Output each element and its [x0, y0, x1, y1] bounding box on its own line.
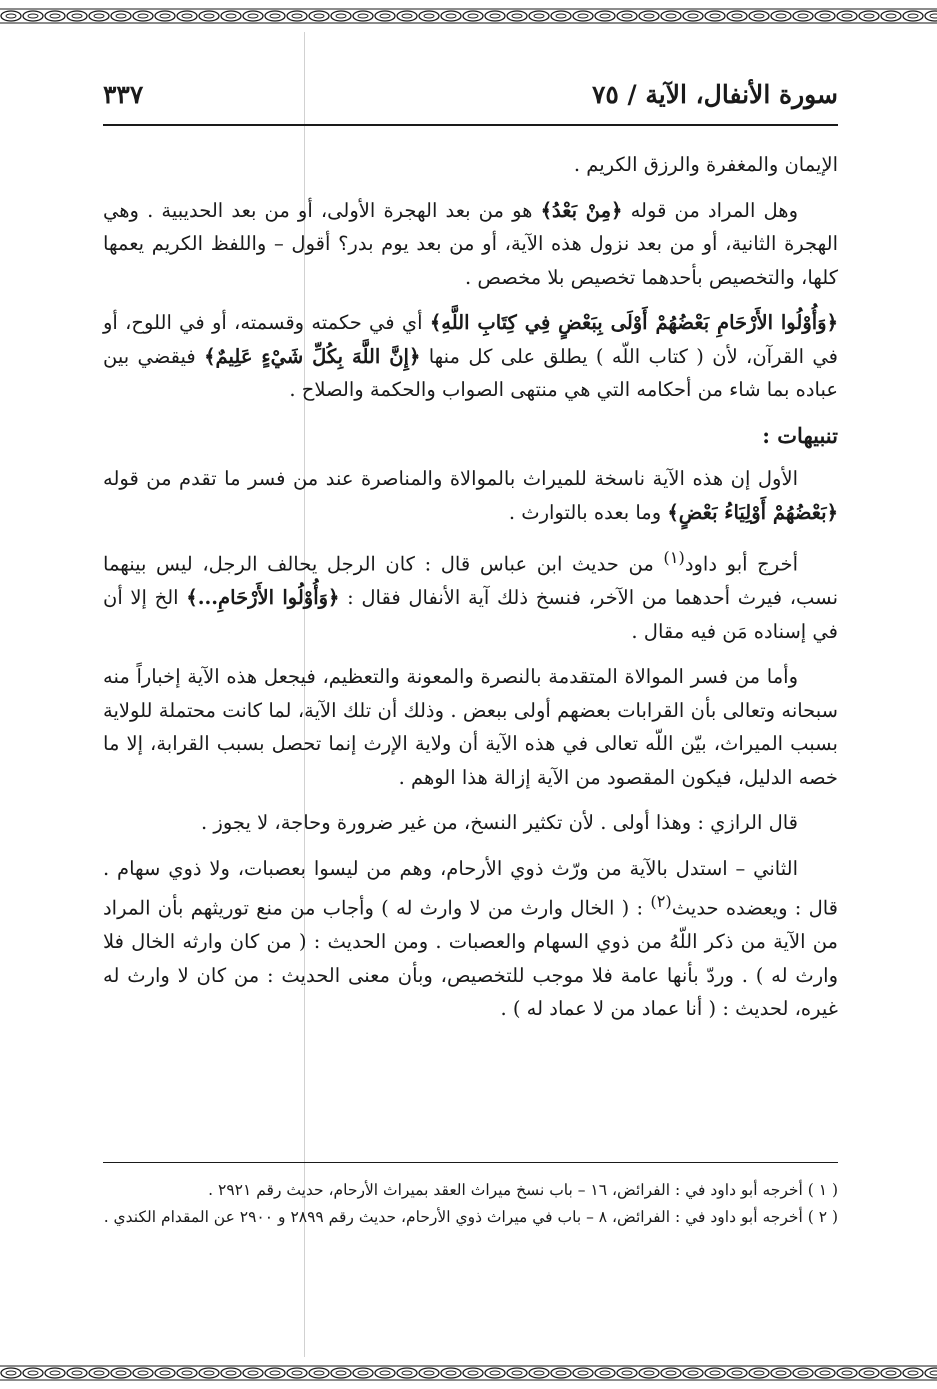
paragraph-7: قال الرازي : وهذا أولى . لأن تكثير النسخ، من غير ضرورة وحاجة، لا يجوز .	[201, 811, 798, 834]
page-number: ٣٣٧	[103, 80, 144, 109]
text-run: أخرج أبو داود	[684, 552, 798, 576]
text-run: وهل المراد من قوله	[622, 198, 798, 222]
paragraph-5	[103, 541, 838, 648]
book-page	[103, 50, 838, 1340]
text-run: هو من بعد الهجرة الأولى، أو من بعد الحديبية . وهي الهجرة الثانية، أو من بعد نزول هذه الآية، أو من بعد يوم بدر؟ أقول – واللفظ الكريم يعمها كلها، والتخصيص بأحدهما تخصيص بلا مخصص .	[103, 198, 838, 289]
text-run: الأول إن هذه الآية ناسخة للميراث بالموالاة والمناصرة عند من فسر ما تقدم من قوله	[103, 467, 798, 490]
decorative-border-bottom	[0, 1357, 937, 1389]
text-run: فيقضي بين عباده بما شاء من أحكامه التي هي منتهى الصواب والحكمة والصلاح .	[103, 344, 838, 401]
footnote-2: ( ٢ ) أخرجه أبو داود في : الفرائض، ٨ – باب في ميراث ذوي الأرحام، حديث رقم ٢٨٩٩ و ٢٩٠٠ عن المقدام الكندي .	[103, 1208, 838, 1226]
running-title: سورة الأنفال، الآية / ٧٥	[591, 80, 838, 109]
text-run: الخ إلا أن في إسناده مَن فيه مقال .	[103, 586, 838, 643]
footnotes	[103, 1178, 838, 1232]
text-run: أي في حكمته وقسمته، أو في اللوح، أو في القرآن، لأن ( كتاب اللّه ) يطلق على كل منها	[103, 311, 838, 368]
footnote-ref-2[interactable]: (٢)	[650, 892, 672, 911]
text-run: : ( الخال وارث من لا وارث له ) وأجاب من منع توريثهم بأن المراد من الآية من ذكر اللّهُ من ذوي السهام والعصبات . ومن الحديث : ( من كان وارثه الخال فلا وارث له ) . وردّ بأنها عامة فلا موجب للتخصيص، وبأن معنى الحديث : من كان لا وارث له غيره، لحديث : ( أنا عماد من لا عماد له ) .	[103, 896, 838, 1020]
text-run: وما بعده بالتوارث .	[508, 500, 668, 524]
paragraph-2	[103, 194, 838, 295]
quran-quote: ﴿وَأُوْلُوا الأَرْحَامِ...﴾	[186, 586, 340, 609]
quran-quote: ﴿بَعْضُهُمْ أَوْلِيَاءُ بَعْضٍ﴾	[667, 500, 838, 524]
decorative-border-top	[0, 0, 937, 32]
paragraph-8	[103, 852, 838, 1026]
paragraph-1: الإيمان والمغفرة والرزق الكريم .	[573, 153, 838, 176]
page-header	[103, 50, 838, 126]
footnote-ref-1[interactable]: (١)	[663, 548, 685, 567]
footnote-separator	[103, 1162, 838, 1163]
quran-quote: ﴿إِنَّ اللَّهَ بِكُلِّ شَيْءٍ عَلِيمٌ﴾	[204, 344, 421, 368]
page-body	[103, 148, 838, 1026]
paragraph-6: وأما من فسر الموالاة المتقدمة بالنصرة والمعونة والتعظيم، فيجعل هذه الآية إخباراً منه سبحانه وتعالى بأن القرابات بعضهم أولى ببعض . وذلك أن تلك الآية، لما كانت محتملة للولاية بسبب الميراث، بيّن اللّه تعالى في هذه الآية أن ولاية الإرث إنما تحصل بسبب القرابة، إلا ما خصه الدليل، فيكون المقصود من الآية إزالة هذا الوهم .	[103, 665, 838, 789]
quran-quote: ﴿وَأُوْلُوا الأَرْحَامِ بَعْضُهُمْ أَوْلَى بِبَعْضٍ فِي كِتَابِ اللَّهِ﴾	[429, 311, 838, 334]
section-heading: تنبيهات :	[762, 422, 838, 448]
quran-quote: ﴿مِنْ بَعْدُ﴾	[540, 198, 623, 222]
paragraph-3	[103, 306, 838, 407]
paragraph-4	[103, 462, 838, 529]
footnote-1: ( ١ ) أخرجه أبو داود في : الفرائض، ١٦ – باب نسخ ميراث العقد بميراث الأرحام، حديث رقم ٢٩٢١ .	[208, 1181, 838, 1199]
text-run: الثاني – استدل بالآية من ورّث ذوي الأرحام، وهم من ليسوا بعصبات، ولا ذوي سهام . قال : ويعضده حديث	[103, 856, 839, 920]
text-run: من حديث ابن عباس قال : كان الرجل يحالف الرجل، ليس بينهما نسب، فيرث أحدهما من الآخر، فنسخ ذلك آية الأنفال فقال :	[103, 552, 839, 609]
